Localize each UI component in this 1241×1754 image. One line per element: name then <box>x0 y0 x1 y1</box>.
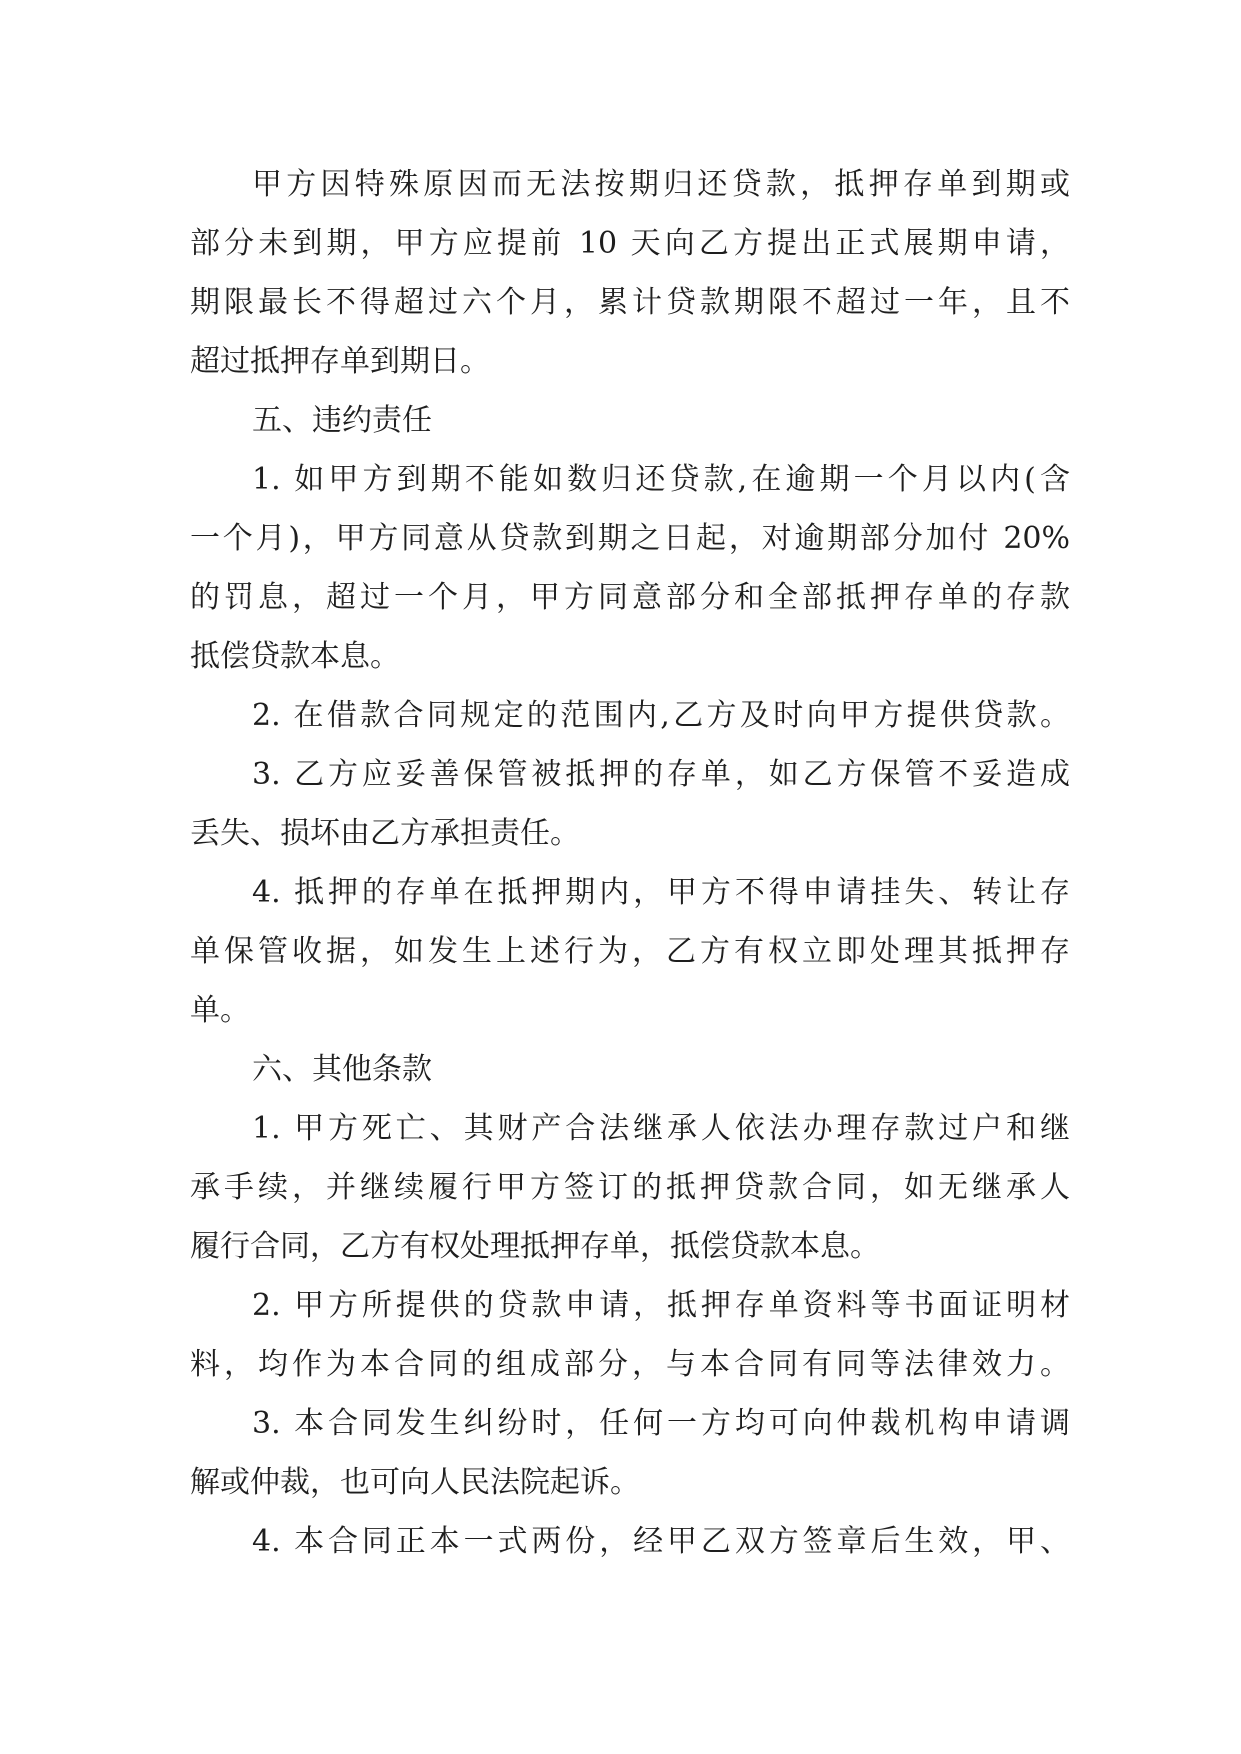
paragraph-8-line-0: 2. 甲方所提供的贷款申请，抵押存单资料等书面证明材 <box>252 1288 1070 1323</box>
paragraph-8-line-1: 料，均作为本合同的组成部分，与本合同有同等法律效力。 <box>190 1347 1070 1382</box>
section-heading-5: 五、违约责任 <box>252 403 432 438</box>
paragraph-10-line-0: 4. 本合同正本一式两份，经甲乙双方签章后生效，甲、 <box>252 1524 1070 1559</box>
paragraph-0-line-2: 期限最长不得超过六个月，累计贷款期限不超过一年，且不 <box>190 285 1070 320</box>
section-heading-6: 六、其他条款 <box>252 1052 432 1087</box>
paragraph-0-line-3: 超过抵押存单到期日。 <box>190 344 490 379</box>
paragraph-0-line-1: 部分未到期，甲方应提前 10 天向乙方提出正式展期申请， <box>190 226 1070 261</box>
paragraph-5-line-2: 单。 <box>190 993 250 1028</box>
paragraph-4-line-0: 3. 乙方应妥善保管被抵押的存单，如乙方保管不妥造成 <box>252 757 1070 792</box>
paragraph-2-line-3: 抵偿贷款本息。 <box>190 639 400 674</box>
paragraph-7-line-0: 1. 甲方死亡、其财产合法继承人依法办理存款过户和继 <box>252 1111 1070 1146</box>
paragraph-4-line-1: 丢失、损坏由乙方承担责任。 <box>190 816 580 851</box>
paragraph-9-line-0: 3. 本合同发生纠纷时，任何一方均可向仲裁机构申请调 <box>252 1406 1070 1441</box>
paragraph-9-line-1: 解或仲裁，也可向人民法院起诉。 <box>190 1465 640 1500</box>
paragraph-0-line-0: 甲方因特殊原因而无法按期归还贷款，抵押存单到期或 <box>252 167 1070 202</box>
paragraph-5-line-0: 4. 抵押的存单在抵押期内，甲方不得申请挂失、转让存 <box>252 875 1070 910</box>
paragraph-7-line-2: 履行合同，乙方有权处理抵押存单，抵偿贷款本息。 <box>190 1229 880 1264</box>
paragraph-2-line-2: 的罚息，超过一个月，甲方同意部分和全部抵押存单的存款 <box>190 580 1070 615</box>
paragraph-2-line-0: 1. 如甲方到期不能如数归还贷款,在逾期一个月以内(含 <box>252 462 1070 497</box>
paragraph-7-line-1: 承手续，并继续履行甲方签订的抵押贷款合同，如无继承人 <box>190 1170 1070 1205</box>
paragraph-5-line-1: 单保管收据，如发生上述行为，乙方有权立即处理其抵押存 <box>190 934 1070 969</box>
paragraph-3-line-0: 2. 在借款合同规定的范围内,乙方及时向甲方提供贷款。 <box>252 698 1070 733</box>
paragraph-2-line-1: 一个月)，甲方同意从贷款到期之日起，对逾期部分加付 20% <box>190 521 1070 556</box>
